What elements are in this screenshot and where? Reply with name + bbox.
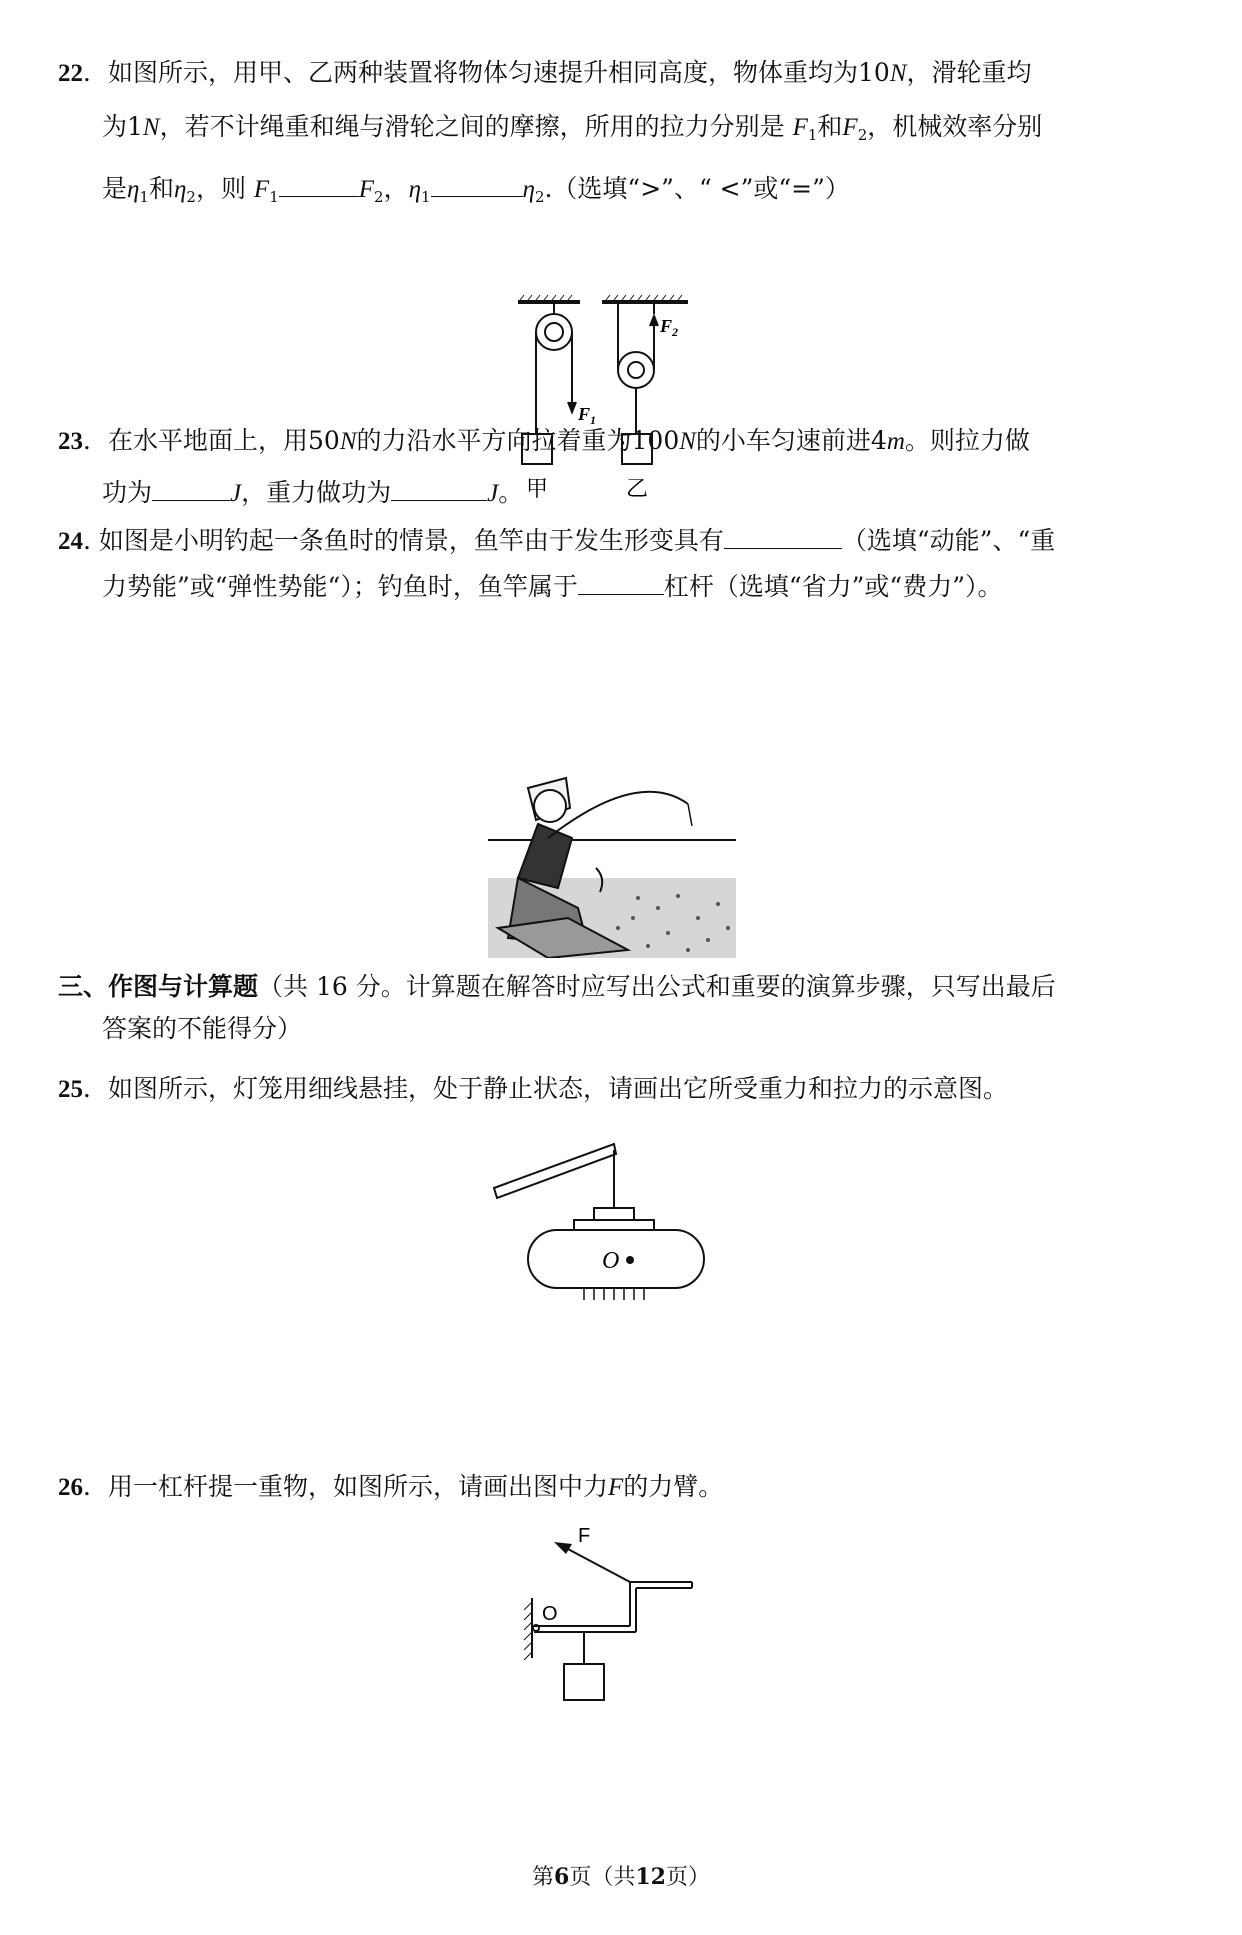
pulley-figure — [510, 292, 710, 512]
label-f: F — [578, 1525, 591, 1547]
lever-figure — [512, 1524, 702, 1744]
q24-text2a: 力势能”或“弹性势能“）；钓鱼时，鱼竿属于 — [102, 572, 578, 601]
q24-text2b: 杠杆（选填“省力”或“费力”）。 — [663, 572, 1003, 601]
q25-line — [58, 1072, 1008, 1107]
unit-j: J — [230, 480, 242, 507]
footer-b: 页（共 — [569, 1865, 636, 1890]
symbol-f: F — [608, 1474, 624, 1501]
footer-c: 页） — [665, 1865, 710, 1890]
center-point — [626, 1256, 634, 1264]
sub: 2 — [186, 188, 196, 206]
section3-desc2: 答案的不能得分） — [102, 1014, 303, 1043]
q23-text2c: 。 — [498, 478, 524, 507]
q22-text1: ．如图所示，用甲、乙两种装置将物体匀速提升相同高度，物体重均为10 — [83, 58, 890, 87]
section3-desc: （共 16 分。计算题在解答时应写出公式和重要的演算步骤，只写出最后 — [258, 972, 1056, 1001]
q24-text1: . 如图是小明钓起一条鱼时的情景，鱼竿由于发生形变具有 — [83, 526, 724, 555]
unit-n: N — [889, 60, 907, 87]
q23-text1c: 的小车匀速前进4 — [695, 426, 887, 455]
q23-text2b: ，重力做功为 — [241, 478, 392, 507]
q22-line1 — [58, 56, 1032, 91]
symbol-eta: η — [127, 176, 140, 203]
symbol-eta: η — [408, 176, 421, 203]
q22-text2b: ，若不计绳重和绳与滑轮之间的摩擦，所用的拉力分别是 — [159, 112, 785, 141]
section3-line2 — [102, 1012, 302, 1046]
unit-m: m — [886, 428, 905, 455]
q26-line — [58, 1470, 723, 1505]
q22-text3b: ，则 — [195, 174, 246, 203]
q24-text1b: （选填“动能”、“重 — [841, 526, 1056, 555]
answer-blank[interactable] — [391, 476, 487, 501]
q22-line3 — [102, 172, 850, 214]
q23-text2a: 功为 — [102, 478, 153, 507]
section3-title: 三、作图与计算题 — [58, 972, 259, 1001]
answer-blank[interactable] — [578, 570, 664, 595]
q23-text1d: 。则拉力做 — [904, 426, 1030, 455]
q22-and: 和 — [817, 112, 843, 141]
q22-text2c: ，机械效率分别 — [867, 112, 1043, 141]
label-f2: $F_2$ — [660, 316, 679, 339]
q24-line1 — [58, 524, 1055, 559]
sub: 1 — [807, 126, 818, 144]
sub: 2 — [534, 188, 545, 206]
q26-number: 26 — [58, 1474, 83, 1501]
label-o: O — [542, 1603, 558, 1625]
q22-text1b: ，滑轮重均 — [906, 58, 1032, 87]
q22-line2 — [102, 110, 1042, 152]
q24-number: 24 — [58, 528, 83, 555]
label-jia: 甲 — [526, 477, 549, 502]
symbol-eta: η — [522, 176, 535, 203]
symbol-f: F — [842, 114, 858, 141]
q25-number: 25 — [58, 1076, 83, 1103]
answer-blank[interactable] — [152, 476, 230, 501]
lantern-figure — [484, 1128, 744, 1308]
page-total: 12 — [635, 1864, 666, 1890]
sub: 2 — [857, 126, 868, 144]
sub: 1 — [420, 188, 431, 206]
q22-text2a: 为1 — [102, 112, 143, 141]
page-footer — [0, 1860, 1242, 1891]
fishing-image — [488, 768, 736, 958]
q23-text1: ．在水平地面上，用50 — [83, 426, 340, 455]
unit-n: N — [142, 114, 160, 141]
q22-text3a: 是 — [102, 174, 128, 203]
sub: 2 — [374, 188, 384, 206]
label-o: O — [602, 1248, 620, 1274]
symbol-f: F — [792, 114, 808, 141]
section3-line1 — [58, 970, 1056, 1004]
comma: ， — [383, 174, 409, 203]
q26-text2: 的力臂。 — [623, 1472, 724, 1501]
symbol-eta: η — [173, 176, 187, 203]
symbol-f: F — [253, 176, 270, 203]
label-f1: $F_1$ — [578, 404, 597, 427]
q22-text3c: .（选填“>”、“ <”或“=”） — [544, 174, 850, 203]
answer-blank[interactable] — [724, 524, 842, 549]
q23-text1b: 的力沿水平方向拉着重为100 — [356, 426, 680, 455]
q23-number: 23 — [58, 428, 83, 455]
force-arrowhead — [554, 1542, 572, 1554]
answer-blank[interactable] — [431, 172, 523, 197]
page-number: 6 — [554, 1864, 570, 1890]
q25-text: ．如图所示，灯笼用细线悬挂，处于静止状态，请画出它所受重力和拉力的示意图。 — [83, 1074, 1009, 1103]
unit-j: J — [487, 480, 499, 507]
answer-blank[interactable] — [279, 172, 359, 197]
unit-n: N — [679, 428, 696, 455]
unit-n: N — [339, 428, 357, 455]
footer-a: 第 — [532, 1865, 555, 1890]
q24-line2 — [102, 570, 1002, 604]
symbol-f: F — [358, 176, 375, 203]
q22-and: 和 — [148, 174, 174, 203]
q23-line1 — [58, 424, 1030, 459]
label-yi: 乙 — [626, 477, 649, 502]
q26-text1: ．用一杠杆提一重物，如图所示，请画出图中力 — [83, 1472, 609, 1501]
q22-number: 22 — [58, 60, 83, 87]
sub: 1 — [269, 188, 279, 206]
sub: 1 — [139, 188, 149, 206]
q23-line2 — [102, 476, 523, 511]
